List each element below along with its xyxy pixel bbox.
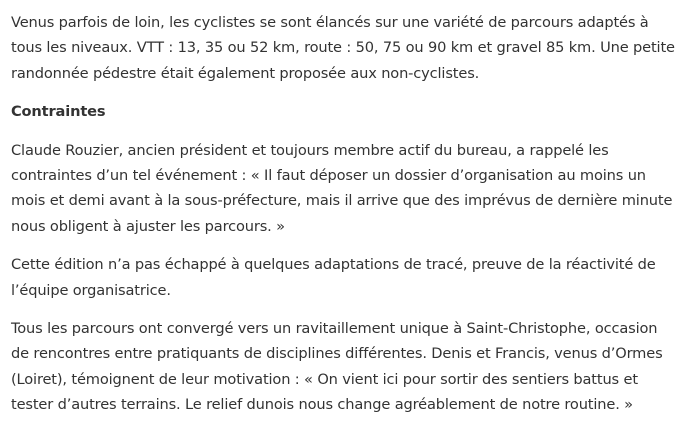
article-paragraph-intro: Venus parfois de loin, les cyclistes se sont élancés sur une variété de parcours adaptés à tous les niveaux. VTT : 13, 35 ou 52 km, route : 50, 75 ou 90 km et gravel 85 km. Une petite randonnée pédestre était également proposée aux non-cyclistes.: [11, 14, 675, 82]
article-body: [11, 10, 679, 431]
section-heading: Contraintes: [11, 103, 106, 121]
article-paragraph-ravitaillement: Tous les parcours ont convergé vers un ravitaillement unique à Saint-Christophe, occasion de rencontres entre pratiquants de disciplines différentes. Denis et Francis, venus d’Ormes (Loiret), témoignent de leur motivation : « On vient ici pour sortir des sentiers battus et tester d’autres terrains. Le relief dunois nous change agréablement de notre routine. »: [11, 320, 663, 414]
article-paragraph-adaptations: Cette édition n’a pas échappé à quelques adaptations de tracé, preuve de la réactivité de l’équipe organisatrice.: [11, 256, 656, 299]
article-paragraph-quote-rouzier: Claude Rouzier, ancien président et toujours membre actif du bureau, a rappelé les contraintes d’un tel événement : « Il faut déposer un dossier d’organisation au moins un mois et demi avant à la sous-préfecture, mais il arrive que des imprévus de dernière minute nous obligent à ajuster les parcours. »: [11, 141, 673, 235]
